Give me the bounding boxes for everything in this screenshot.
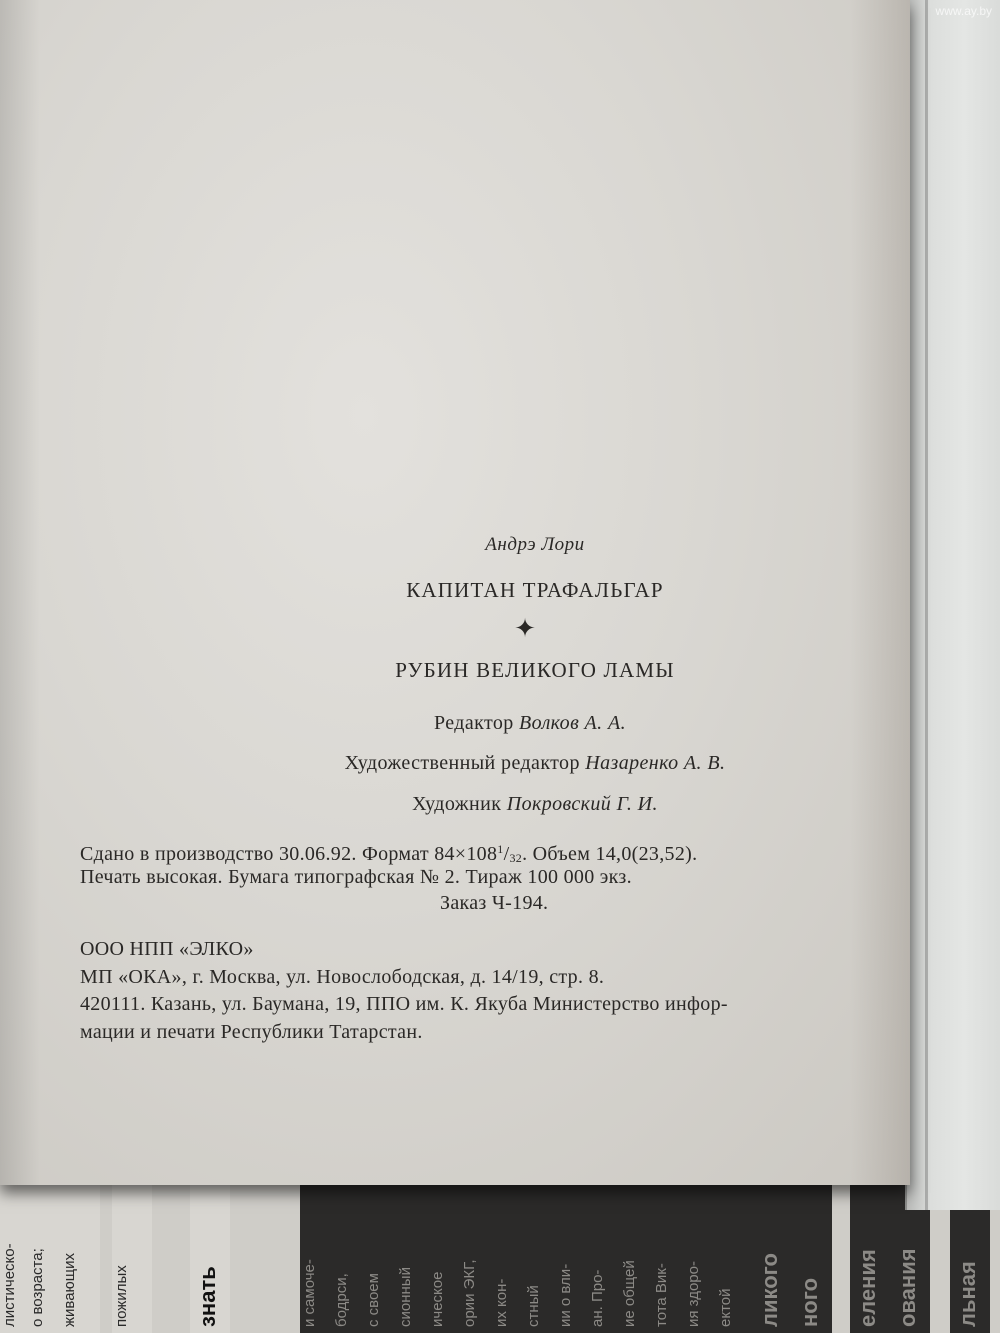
underlying-column: ликого [752, 1150, 792, 1333]
underlying-column: ования [890, 1150, 930, 1333]
book-title-main: КАПИТАН ТРАФАЛЬГАР [406, 578, 664, 602]
format-denominator: 32 [509, 851, 523, 865]
credit-editor [300, 712, 760, 735]
underlying-column: ие общей [620, 1150, 660, 1333]
underlying-column: ного [792, 1150, 832, 1333]
book-author: Андрэ Лори [485, 534, 585, 555]
underlying-column: еления [850, 1150, 890, 1333]
underlying-column: ическое [428, 1150, 468, 1333]
underlying-column: бодрси, [332, 1150, 372, 1333]
printer-address-cont: мации и печати Республики Татарстан. [80, 1021, 423, 1043]
imprint-line-order: Заказ Ч-194. [440, 892, 549, 914]
underlying-column: с своем [364, 1150, 404, 1333]
underlying-column: ии о вли- [556, 1150, 596, 1333]
imprint-line-printing: Печать высокая. Бумага типографская № 2. Тираж 100 000 экз. [80, 866, 632, 888]
underlying-column: ия здоро- [684, 1150, 724, 1333]
credit-name: Волков А. А. [519, 712, 626, 734]
underlying-column: листическо- [0, 1150, 40, 1333]
credit-artist [300, 793, 770, 816]
underlying-column: знать [190, 1150, 230, 1333]
underlying-column: тота Вик- [652, 1150, 692, 1333]
underlying-column: ории ЭКГ, [460, 1150, 500, 1333]
underlying-column: сионный [396, 1150, 436, 1333]
underlying-column: ектой [716, 1150, 756, 1333]
underlying-column: и самоче- [300, 1150, 340, 1333]
publisher-address: МП «ОКА», г. Москва, ул. Новослободская, д. 14/19, стр. 8. [80, 966, 605, 988]
credit-role: Художественный редактор [344, 752, 580, 774]
underlying-column: стный [524, 1150, 564, 1333]
publisher-name: ООО НПП «ЭЛКО» [80, 938, 254, 960]
credit-name: Назаренко А. В. [585, 752, 726, 774]
underlying-column: ан. Про- [588, 1150, 628, 1333]
page-shading [0, 0, 40, 1185]
credit-role: Художник [412, 793, 502, 815]
imprint-text: Сдано в производство 30.06.92. Формат 84×108 [80, 843, 498, 865]
credit-name: Покровский Г. И. [506, 793, 658, 815]
underlying-column: пожилых [112, 1150, 152, 1333]
book-title-second: РУБИН ВЕЛИКОГО ЛАМЫ [395, 658, 675, 682]
ornament-star-icon: ✦ [514, 614, 536, 643]
credit-art-editor [230, 752, 840, 775]
underlying-column: их кон- [492, 1150, 532, 1333]
page-fold-line [925, 0, 928, 1210]
imprint-line-production [80, 842, 697, 866]
page-shading [850, 0, 910, 1185]
next-page-edge [905, 0, 1000, 1210]
underlying-column: льная [950, 1150, 990, 1333]
underlying-column: о возраста; [28, 1150, 68, 1333]
format-numerator: 1 [497, 842, 504, 856]
printer-address: 420111. Казань, ул. Баумана, 19, ППО им. К. Якуба Министерство инфор- [80, 993, 728, 1015]
imprint-text: . Объем 14,0(23,52). [522, 843, 698, 865]
credit-role: Редактор [433, 712, 514, 734]
underlying-column: живающих [60, 1150, 100, 1333]
format-separator: / [503, 843, 510, 865]
site-watermark: www.ay.by [935, 4, 992, 18]
